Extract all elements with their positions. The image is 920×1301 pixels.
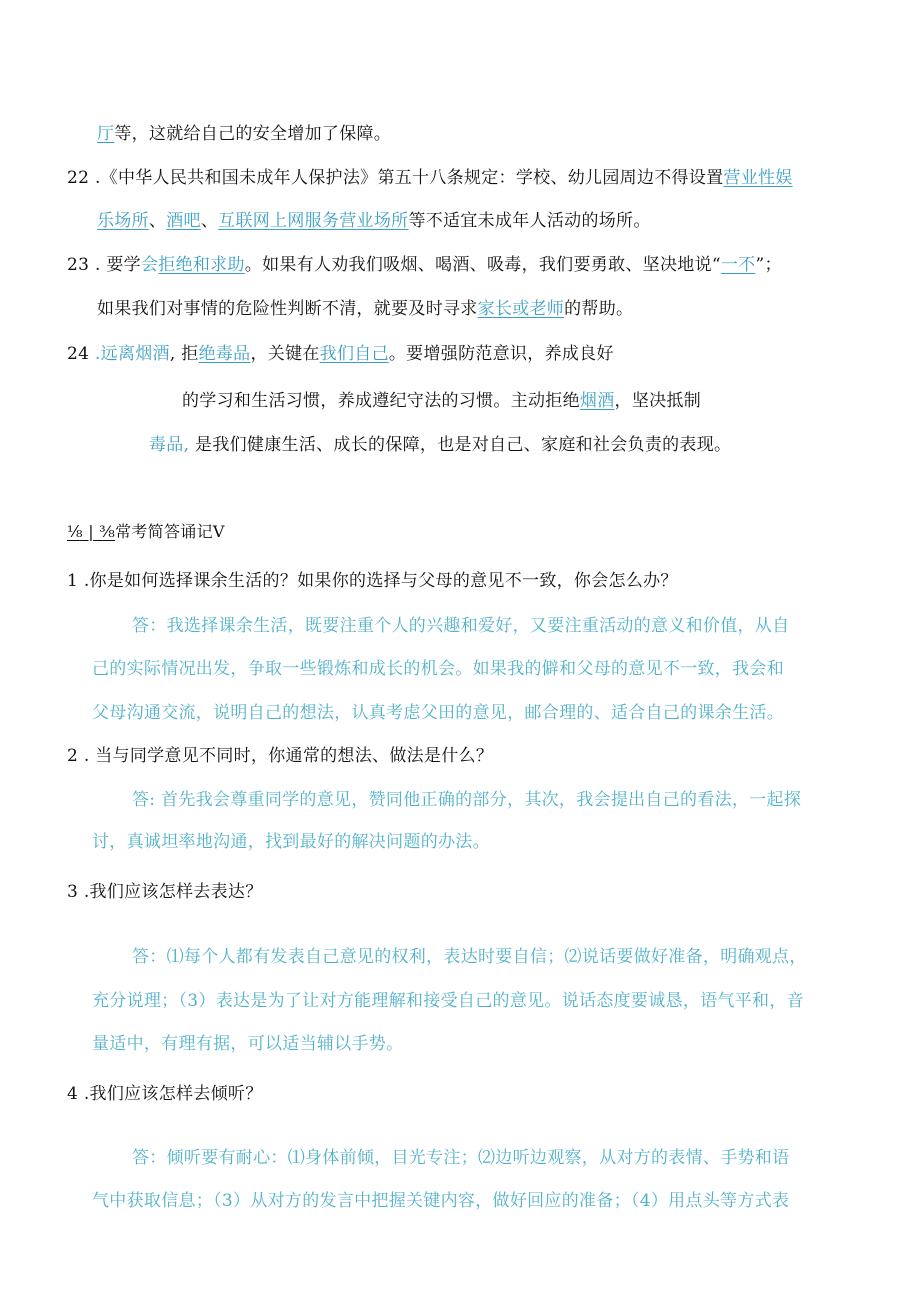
question-number: 4 xyxy=(67,1084,79,1104)
item-22-line-1 xyxy=(67,166,793,190)
answer-1-line-1: 答：我选择课余生活，既要注重个人的兴趣和爱好，又要注重活动的意义和价值，从自 xyxy=(132,616,790,636)
body-text: 的学习和生活习惯，养成遵纪守法的习惯。主动拒绝 xyxy=(182,391,580,411)
question-number: 2 xyxy=(67,746,79,766)
answer-2-line-1: 答: 首先我会尊重同学的意见，赞同他正确的部分，其次，我会提出自己的看法，一起探 xyxy=(132,790,802,810)
highlight-text: 拒绝和求助 xyxy=(158,255,245,275)
section-title: 常考简答诵记Ⅴ xyxy=(115,522,225,541)
item-24-line-2 xyxy=(182,389,701,413)
body-text: 、 xyxy=(148,211,167,231)
highlight-text: 烟酒 xyxy=(579,391,615,411)
highlight-text: 互联网上网服务营业场所 xyxy=(218,211,409,231)
highlight-text: 毒品, xyxy=(149,435,190,455)
body-text: 是我们健康生活、成长的保障，也是对自己、家庭和社会负责的表现。 xyxy=(189,435,732,455)
highlight-text: 家长或老师 xyxy=(477,299,565,319)
body-text: . 要学 xyxy=(89,255,141,275)
question-2 xyxy=(67,744,493,768)
body-text: , 拒 xyxy=(169,344,199,364)
highlight-text: 厅 xyxy=(97,124,115,144)
answer-3-line-1: 答：⑴每个人都有发表自己意见的权利，表达时要自信；⑵说话要做好准备，明确观点， xyxy=(132,947,807,967)
question-text: . 当与同学意见不同时，你通常的想法、做法是什么？ xyxy=(78,746,494,766)
answer-3-line-3: 量适中，有理有据，可以适当辅以手势。 xyxy=(92,1034,404,1054)
question-number: 1 xyxy=(67,571,79,591)
answer-2-line-2: 讨，真诚坦率地沟通，找到最好的解决问题的办法。 xyxy=(92,832,490,852)
question-3 xyxy=(67,880,263,904)
body-text: ”； xyxy=(755,255,782,275)
answer-1-line-3: 父母沟通交流，说明自己的想法，认真考虑父田的意见，邮合理的、适合自己的课余生活。 xyxy=(92,703,784,723)
body-text: 。如果有人劝我们吸烟、喝酒、吸毒，我们要勇敢、坚决地说“ xyxy=(244,255,721,275)
highlight-text: .远离烟酒 xyxy=(89,344,170,364)
item-number: 22 xyxy=(67,168,90,188)
highlight-text: 一不 xyxy=(720,255,756,275)
body-text: ，坚决抵制 xyxy=(614,391,702,411)
item-number: 23 xyxy=(67,255,90,275)
answer-4-line-1: 答：倾听要有耐心：⑴身体前倾，目光专注；⑵边听边观察，从对方的表情、手势和语 xyxy=(132,1148,790,1168)
item-24-line-1 xyxy=(67,342,614,366)
item-number: 24 xyxy=(67,344,90,364)
body-text: 的帮助。 xyxy=(564,299,634,319)
item-22-line-2 xyxy=(97,209,651,233)
answer-1-line-2: 己的实际情况出发，争取一些锻炼和成长的机会。如果我的僻和父母的意见不一致，我会和 xyxy=(92,659,784,679)
body-text: 、 xyxy=(200,211,219,231)
highlight-text: 会 xyxy=(140,255,159,275)
body-text: .《中华人民共和国未成年人保护法》第五十八条规定：学校、幼儿园周边不得设置 xyxy=(89,168,724,188)
body-text: ，关键在 xyxy=(250,344,320,364)
body-text: 等，这就给自己的安全增加了保障。 xyxy=(114,124,392,144)
highlight-text: 我们自己 xyxy=(319,344,389,364)
highlight-text: 乐场所 xyxy=(97,211,149,231)
highlight-text: 营业性娱 xyxy=(723,168,793,188)
question-text: .你是如何选择课余生活的？如果你的选择与父母的意见不一致，你会怎么办？ xyxy=(78,571,678,591)
highlight-text: 绝毒品 xyxy=(198,344,251,364)
text-line xyxy=(97,122,391,146)
question-number: 3 xyxy=(67,882,79,902)
section-prefix: ⅛ | ⅜ xyxy=(67,522,116,541)
body-text: 。要增强防范意识，养成良好 xyxy=(388,344,614,364)
question-text: .我们应该怎样去表达？ xyxy=(78,882,263,902)
item-24-line-3 xyxy=(149,433,731,457)
section-heading xyxy=(67,520,225,544)
item-23-line-2 xyxy=(97,297,633,321)
body-text: 如果我们对事情的危险性判断不清，就要及时寻求 xyxy=(97,299,478,319)
question-1 xyxy=(67,569,678,593)
highlight-text: 酒吧 xyxy=(166,211,201,231)
question-4 xyxy=(67,1082,263,1106)
answer-4-line-2: 气中获取信息；（3）从对方的发言中把握关键内容，做好回应的准备；（4）用点头等方式表 xyxy=(92,1191,790,1211)
answer-3-line-2: 充分说理；（3）表达是为了让对方能理解和接受自己的意见。说话态度要诚恳，语气平和，音 xyxy=(92,991,804,1011)
question-text: .我们应该怎样去倾听？ xyxy=(78,1084,263,1104)
item-23-line-1 xyxy=(67,253,782,277)
body-text: 等不适宜未成年人活动的场所。 xyxy=(408,211,651,231)
